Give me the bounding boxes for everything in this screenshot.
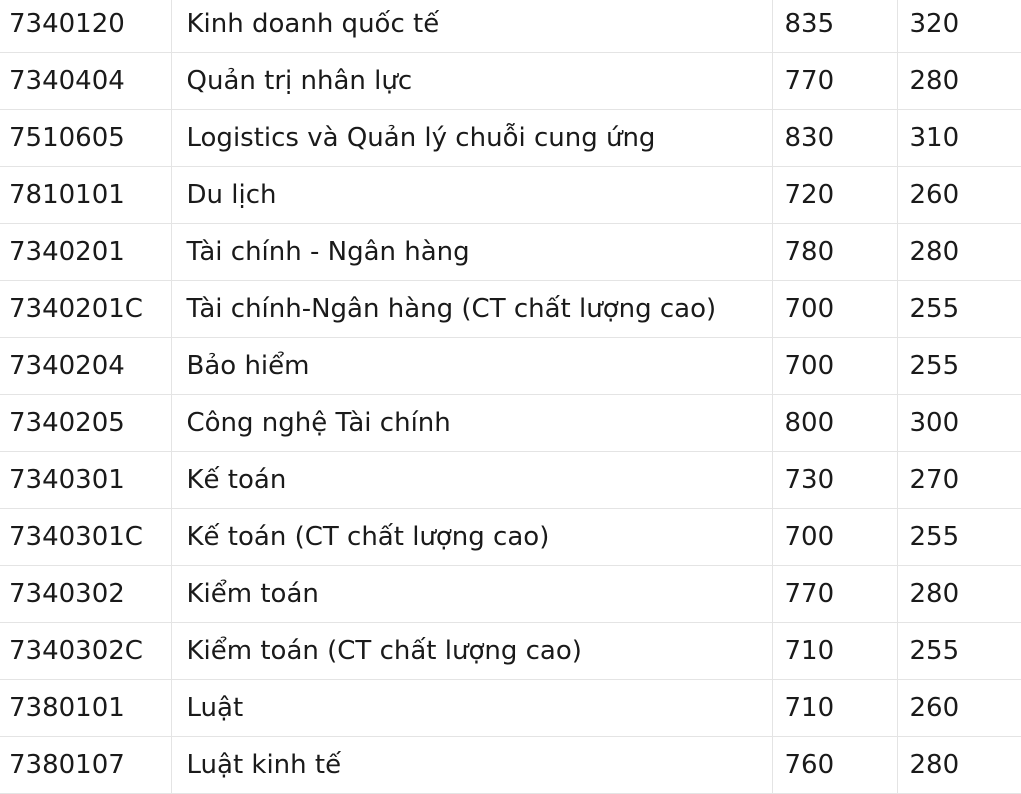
- program-name-cell: Tài chính-Ngân hàng (CT chất lượng cao): [171, 281, 772, 338]
- score-1-cell: 780: [772, 224, 897, 281]
- program-code-cell: 7340302: [0, 566, 171, 623]
- table-row: [0, 281, 1021, 338]
- program-name-cell: Tài chính - Ngân hàng: [171, 224, 772, 281]
- score-1-cell: 760: [772, 737, 897, 794]
- score-1-cell: 830: [772, 110, 897, 167]
- score-1-cell: 710: [772, 680, 897, 737]
- score-1-cell: 800: [772, 395, 897, 452]
- score-2-cell: 300: [897, 395, 1021, 452]
- table-row: [0, 566, 1021, 623]
- table-row: [0, 395, 1021, 452]
- program-name-cell: Luật kinh tế: [171, 737, 772, 794]
- program-code-cell: 7380107: [0, 737, 171, 794]
- table-row: [0, 338, 1021, 395]
- program-code-cell: 7380101: [0, 680, 171, 737]
- program-code-cell: 7340120: [0, 0, 171, 53]
- score-1-cell: 730: [772, 452, 897, 509]
- program-code-cell: 7340201C: [0, 281, 171, 338]
- program-name-cell: Kiểm toán (CT chất lượng cao): [171, 623, 772, 680]
- program-name-cell: Quản trị nhân lực: [171, 53, 772, 110]
- program-code-cell: 7340302C: [0, 623, 171, 680]
- score-2-cell: 280: [897, 53, 1021, 110]
- score-1-cell: 700: [772, 281, 897, 338]
- score-1-cell: 835: [772, 0, 897, 53]
- program-name-cell: Công nghệ Tài chính: [171, 395, 772, 452]
- score-1-cell: 700: [772, 509, 897, 566]
- score-2-cell: 255: [897, 338, 1021, 395]
- program-name-cell: Kế toán: [171, 452, 772, 509]
- program-code-cell: 7340404: [0, 53, 171, 110]
- program-name-cell: Du lịch: [171, 167, 772, 224]
- program-code-cell: 7340201: [0, 224, 171, 281]
- table-row: [0, 680, 1021, 737]
- program-name-cell: Logistics và Quản lý chuỗi cung ứng: [171, 110, 772, 167]
- program-name-cell: Kiểm toán: [171, 566, 772, 623]
- score-2-cell: 255: [897, 623, 1021, 680]
- program-name-cell: Bảo hiểm: [171, 338, 772, 395]
- score-2-cell: 320: [897, 0, 1021, 53]
- score-2-cell: 255: [897, 281, 1021, 338]
- table-row: [0, 224, 1021, 281]
- score-1-cell: 770: [772, 566, 897, 623]
- table-row: [0, 110, 1021, 167]
- score-2-cell: 255: [897, 509, 1021, 566]
- program-name-cell: Kế toán (CT chất lượng cao): [171, 509, 772, 566]
- score-2-cell: 280: [897, 737, 1021, 794]
- program-code-cell: 7340301: [0, 452, 171, 509]
- table-row: [0, 452, 1021, 509]
- program-name-cell: Kinh doanh quốc tế: [171, 0, 772, 53]
- score-2-cell: 280: [897, 566, 1021, 623]
- score-1-cell: 720: [772, 167, 897, 224]
- program-code-cell: 7340301C: [0, 509, 171, 566]
- table-row: [0, 509, 1021, 566]
- table-row: [0, 53, 1021, 110]
- program-code-cell: 7810101: [0, 167, 171, 224]
- table-row: [0, 623, 1021, 680]
- program-code-cell: 7340204: [0, 338, 171, 395]
- program-code-cell: 7510605: [0, 110, 171, 167]
- program-name-cell: Luật: [171, 680, 772, 737]
- score-2-cell: 260: [897, 680, 1021, 737]
- score-2-cell: 310: [897, 110, 1021, 167]
- score-1-cell: 770: [772, 53, 897, 110]
- score-2-cell: 260: [897, 167, 1021, 224]
- table-row: [0, 0, 1021, 53]
- score-2-cell: 280: [897, 224, 1021, 281]
- score-2-cell: 270: [897, 452, 1021, 509]
- program-code-cell: 7340205: [0, 395, 171, 452]
- table-row: [0, 167, 1021, 224]
- score-1-cell: 710: [772, 623, 897, 680]
- score-1-cell: 700: [772, 338, 897, 395]
